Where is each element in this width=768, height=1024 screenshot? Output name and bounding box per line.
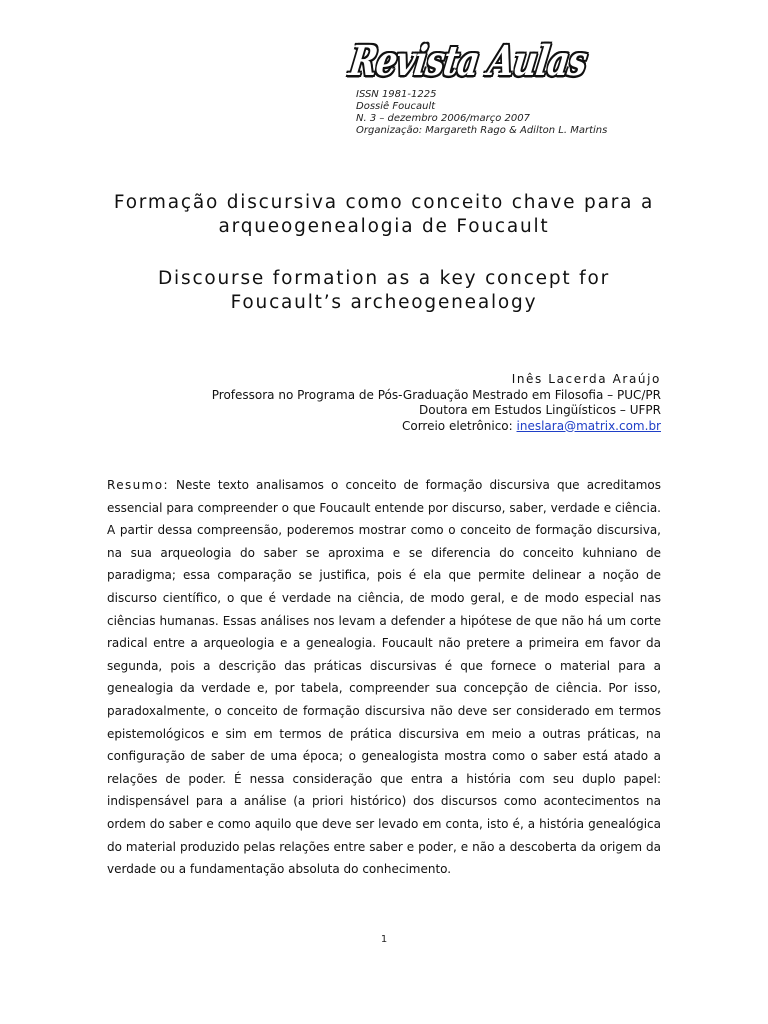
issue-line: N. 3 – dezembro 2006/março 2007 <box>356 113 530 124</box>
email-label: Correio eletrônico: <box>401 418 517 433</box>
title-pt-line-1: Formação discursiva como conceito chave para a <box>113 192 655 213</box>
title-pt-line-2: arqueogenealogia de Foucault <box>218 216 550 237</box>
author-block <box>212 372 661 434</box>
issn-line: ISSN 1981-1225 <box>356 89 437 100</box>
title-english <box>60 267 708 315</box>
author-name: Inês Lacerda Araújo <box>511 372 661 386</box>
title-en-line-2: Foucault’s archeogenealogy <box>230 292 538 313</box>
dossier-line: Dossiê Foucault <box>356 101 436 112</box>
author-affiliation-2: Doutora em Estudos Lingüísticos – UFPR <box>419 403 661 417</box>
title-portuguese <box>60 191 708 239</box>
abstract-label: Resumo: <box>107 478 169 492</box>
author-affiliation-1: Professora no Programa de Pós-Graduação Mestrado em Filosofia – PUC/PR <box>211 387 661 402</box>
organization-line: Organização: Margareth Rago & Adilton L. Martins <box>356 125 608 136</box>
abstract <box>107 474 661 881</box>
journal-meta <box>356 89 607 137</box>
author-contact <box>212 419 661 435</box>
title-en-line-1: Discourse formation as a key concept for <box>158 268 610 289</box>
abstract-text: Neste texto analisamos o conceito de formação discursiva que acreditamos essencial para compreender o que Foucault entende por discurso, saber, verdade e ciência. A partir dessa compreensão, poderemos mostrar como o conceito de formação discursiva, na sua arqueologia do saber se aproxima e se diferencia do conceito kuhniano de paradigma; essa comparação se justifica, pois é ela que permite delinear a noção de discurso científico, o que é verdade na ciência, de modo geral, e de modo especial nas ciências humanas. Essas análises nos levam a defender a hipótese de que não há um corte radical entre a arqueologia e a genealogia. Foucault não pretere a primeira em favor da segunda, pois a descrição das práticas discursivas é que fornece o material para a genealogia da verdade e, por tabela, compreender sua concepção de ciência. Por isso, paradoxalmente, o conceito de formação discursiva não deve ser considerado em termos epistemológicos e sim em termos de prática discursiva em meio a outras práticas, na configuração de saber de uma época; o genealogista mostra como o saber está atado a relações de poder. É nessa consideração que entra a história com seu duplo papel: indispensável para a análise (a priori histórico) dos discursos como acontecimentos na ordem do saber e como aquilo que deve ser levado em conta, isto é, a história genealógica do material produzido pelas relações entre saber e poder, e não a descoberta da origem da verdade ou a fundamentação absoluta do conhecimento. <box>107 478 661 877</box>
journal-logo: Revista Aulas <box>346 36 590 85</box>
page-number: 1 <box>380 934 388 945</box>
email-link[interactable]: ineslara@matrix.com.br <box>516 418 661 433</box>
